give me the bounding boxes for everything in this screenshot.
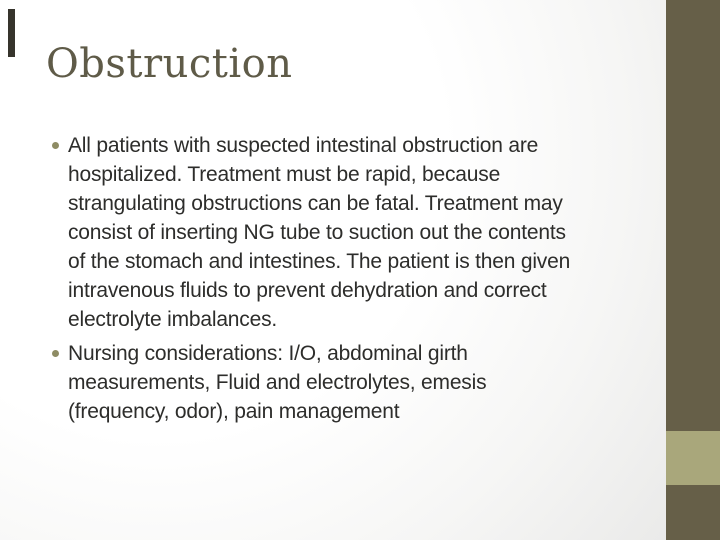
bullet-text: Nursing considerations: I/O, abdominal girth	[68, 342, 468, 365]
bullet-text-line	[51, 276, 626, 305]
bullet-text-line	[51, 131, 626, 160]
corner-accent-bar	[8, 9, 15, 57]
bullet-text-line	[51, 397, 626, 426]
bullet-text: All patients with suspected intestinal obstruction are	[68, 134, 539, 157]
bullet-text-line	[51, 218, 626, 247]
bullet-text: intravenous fluids to prevent dehydration and correct	[68, 279, 547, 302]
bullet-icon	[52, 350, 59, 357]
bullet-text-line	[51, 305, 626, 334]
slide-title: Obstruction	[46, 41, 293, 87]
bullet-list	[51, 131, 626, 426]
bullet-text: (frequency, odor), pain management	[68, 400, 400, 423]
bullet-text: consist of inserting NG tube to suction out the contents	[68, 221, 566, 244]
bullet-text-line	[51, 339, 626, 368]
side-accent-square	[666, 431, 720, 485]
bullet-text-line	[51, 247, 626, 276]
bullet-text-line	[51, 160, 626, 189]
bullet-text-line	[51, 189, 626, 218]
bullet-text-line	[51, 368, 626, 397]
bullet-icon	[52, 142, 59, 149]
bullet-text: strangulating obstructions can be fatal. Treatment may	[68, 192, 563, 215]
bullet-text: electrolyte imbalances.	[68, 308, 277, 331]
bullet-text: of the stomach and intestines. The patient is then given	[68, 250, 571, 273]
bullet-text: measurements, Fluid and electrolytes, emesis	[68, 371, 487, 394]
bullet-text: hospitalized. Treatment must be rapid, because	[68, 163, 501, 186]
